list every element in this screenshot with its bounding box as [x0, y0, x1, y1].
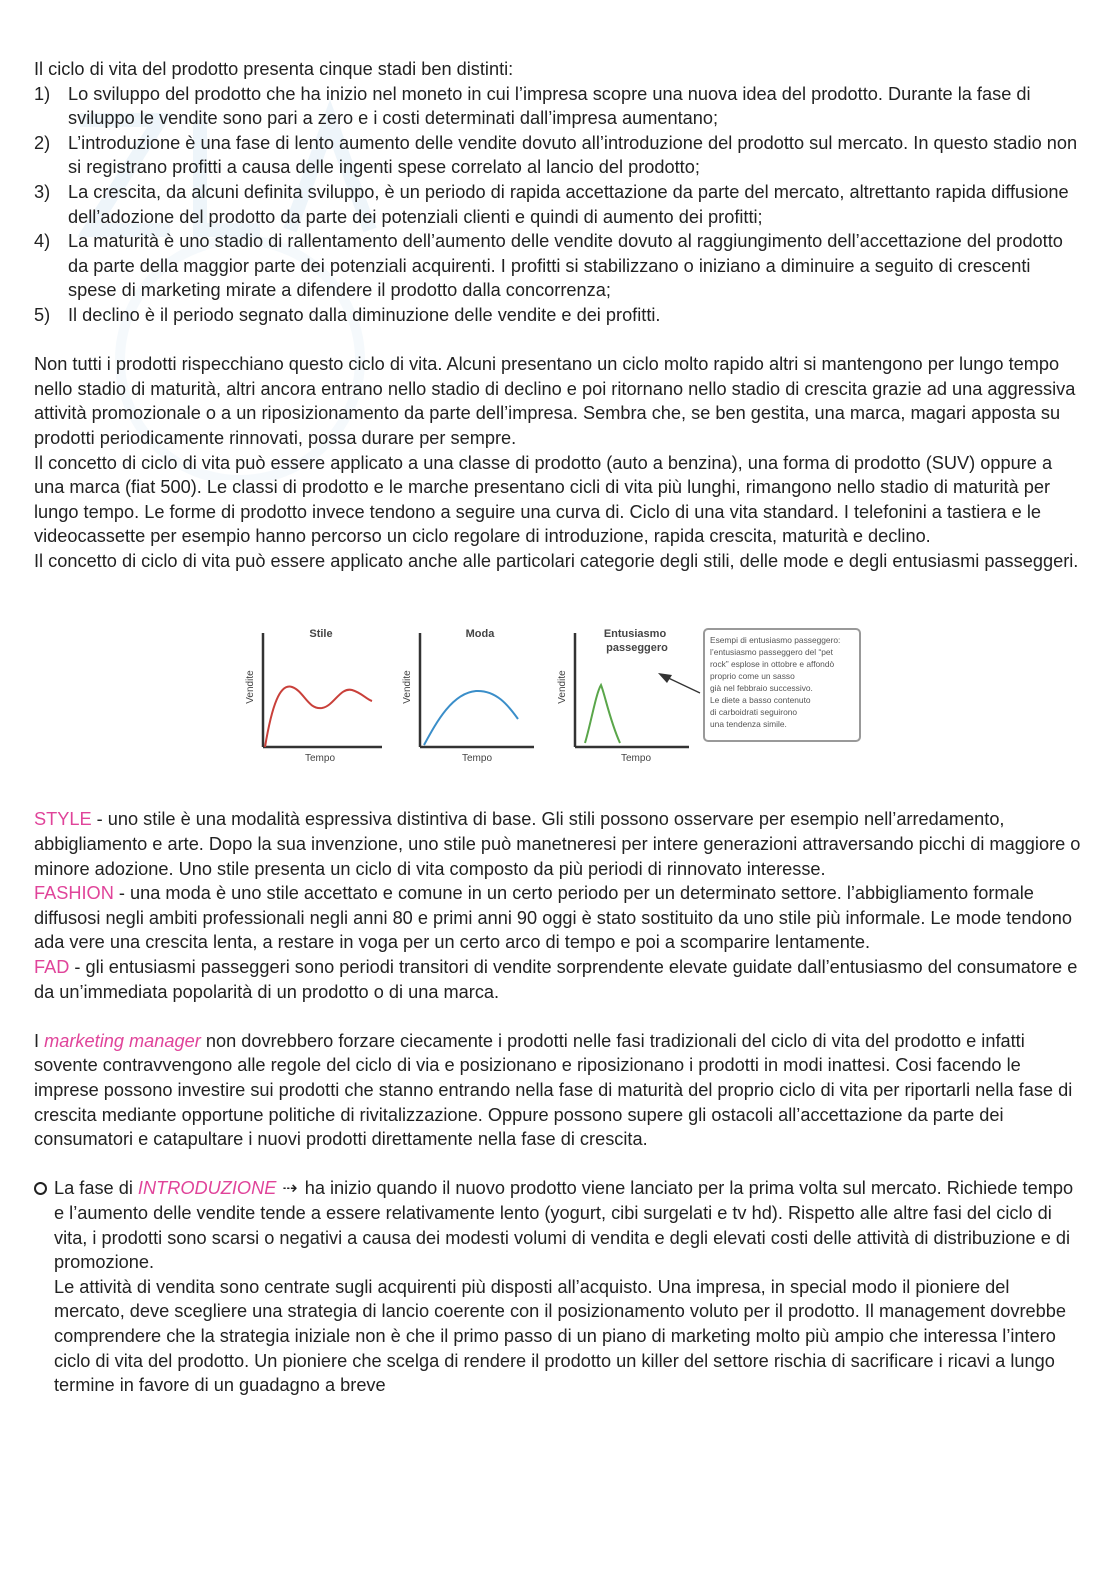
- y-label: Vendite: [402, 670, 413, 705]
- list-item-text: L’introduzione è una fase di lento aumento delle vendite dovuto all’introduzione del prodotto sul mercato. In questo stadio non si registrano profitti a causa delle ingenti spese correlato al lancio del prodotto;: [68, 132, 1078, 178]
- intro-term: INTRODUZIONE: [137, 1178, 277, 1199]
- definition-fashion: [34, 881, 1084, 955]
- note-line: già nel febbraio successivo.: [710, 683, 813, 694]
- list-number: 1): [34, 83, 51, 104]
- list-item: [34, 131, 1084, 180]
- x-label: Tempo: [461, 753, 493, 765]
- lifecycle-figure: [34, 595, 1084, 791]
- chart-title-line2: passeggero: [606, 642, 668, 655]
- list-number: 3): [34, 181, 51, 202]
- series-line: [424, 691, 518, 745]
- managers-prefix: I: [34, 1030, 45, 1051]
- list-item-text: Lo sviluppo del prodotto che ha inizio nel moneto in cui l’impresa scopre una nuova idea del prodotto. Durante la fase di sviluppo le vendite sono pari a zero e i costi determinati dall’impresa aumentano;: [68, 83, 1031, 129]
- chart-title-line1: Entusiasmo: [603, 628, 667, 641]
- paragraph-managers: [34, 1029, 1084, 1152]
- list-number: 4): [34, 231, 51, 252]
- paragraph-concept: Il concetto di ciclo di vita può essere applicato a una classe di prodotto (auto a benzina), una forma di prodotto (SUV) oppure a una marca (fiat 500). Le classi di prodotto e le marche presentano cicli di vita più lunghi, rimangono nello stadio di maturità per lungo tempo. Le forme di prodotto invece tendono a seguire una curva di. Ciclo di una vita standard. I telefonini a tastiera e le videocassette per esempio hanno percorso un ciclo regolare di introduzione, rapida crescita, maturità e declino.: [34, 452, 1053, 547]
- x-label: Tempo: [304, 753, 336, 765]
- note-line: proprio come un sasso: [710, 671, 795, 682]
- list-item: [34, 180, 1084, 229]
- note-line: Le diete a basso contenuto: [710, 695, 811, 706]
- intro-phase-first: [54, 1176, 1084, 1274]
- pointer-arrow-head: [658, 673, 672, 683]
- note-line: l’entusiasmo passeggero del “pet: [710, 647, 833, 658]
- y-label: Vendite: [557, 670, 568, 705]
- list-item: [34, 82, 1084, 131]
- note-line: rock” esplose in ottobre e affondò: [710, 659, 835, 670]
- definition-fad: [34, 955, 1084, 1004]
- chart-entusiasmo: [557, 628, 689, 764]
- managers-text: non dovrebbero forzare ciecamente i prodotti nelle fasi tradizionali del ciclo di vita del prodotto e infatti sovente contravvengono alle regole del ciclo di via e posizionano e riposizionano i prodotti in modi inattesi. Cosi facendo le imprese possono investire sui prodotti che stanno entrando nella fase di maturità del proprio ciclo di vita per riportarli nella fase di crescita mediante opportune politiche di rivitalizzazione. Oppure possono supere gli ostacoli all’accettazione da parte dei consumatori e catapultare i nuovi prodotti direttamente nella fase di crescita.: [34, 1030, 1073, 1150]
- intro-line: Il ciclo di vita del prodotto presenta cinque stadi ben distinti:: [34, 59, 514, 79]
- list-number: 5): [34, 304, 51, 325]
- chart-title: Moda: [465, 628, 495, 641]
- fad-term: FAD: [34, 957, 70, 978]
- bullet-introduzione: [34, 1176, 1084, 1397]
- style-text: - uno stile è una modalità espressiva distintiva di base. Gli stili possono osservare per esempio nell’arredamento, abbigliamento e arte. Dopo la sua invenzione, uno stile può manetneresi per intere generazioni attraversando picchi di maggiore o minore adozione. Uno stile presenta un ciclo di vita composto da più periodi di rinnovato interesse.: [34, 809, 1081, 879]
- paragraph-lifecycle: Non tutti i prodotti rispecchiano questo ciclo di vita. Alcuni presentano un ciclo molto rapido altri si mantengono per lungo tempo nello stadio di maturità, altri ancora entrano nello stadio di declino e poi ritornano nello stadio di crescita grazie ad una aggressiva attività promozionale o a un riposizionamento da parte dell’impresa. Sembra che, se ben gestita, una marca, magari apposta su prodotti periodicamente rinnovati, possa durare per sempre.: [34, 354, 1076, 448]
- list-item-text: La maturità è uno stadio di rallentamento dell’aumento delle vendite dovuto al raggiungimento dell’accettazione del prodotto da parte della maggior parte dei potenziali acquirenti. I profitti si stabilizzano o iniziano a diminuire a seguito di crescenti spese di marketing mirate a difendere il prodotto dalla concorrenza;: [68, 231, 1063, 301]
- chart-title: Stile: [309, 628, 333, 641]
- fad-text: - gli entusiasmi passeggeri sono periodi transitori di vendite sorprendente elevate guidate dall’entusiasmo del consumatore e da un’immediata popolarità di un prodotto o di una marca.: [34, 957, 1078, 1002]
- list-item: [34, 303, 1084, 328]
- style-term: STYLE: [34, 809, 92, 830]
- fashion-text: - una moda è uno stile accettato e comune in un certo periodo per un determinato settore. l’abbigliamento formale diffusosi negli ambiti professionali negli anni 80 e primi anni 90 oggi è stato sostituito da uno stile più informale. Le mode tendono ada vere una crescita lenta, a restare in voga per un certo arco di tempo e poi a scomparire lentamente.: [34, 883, 1073, 953]
- list-number: 2): [34, 132, 51, 153]
- list-item: [34, 229, 1084, 303]
- lifecycle-figure-svg: [34, 595, 1084, 791]
- list-item-text: Il declino è il periodo segnato dalla diminuzione delle vendite e dei profitti.: [68, 304, 661, 325]
- managers-term: marketing manager: [44, 1030, 201, 1051]
- y-label: Vendite: [245, 670, 256, 705]
- definition-style: [34, 807, 1084, 881]
- chart-stile: [245, 628, 382, 764]
- intro-text1: ha inizio quando il nuovo prodotto viene lanciato per la prima volta sul mercato. Richiede tempo e l’aumento delle vendite tende a essere relativamente lento (yogurt, cibi surgelati e tv hd). Rispetto alle altre fasi del ciclo di vita, i prodotti sono scarsi o negativi a causa dei modesti volumi di vendita e degli elevati costi delle attività di distribuzione e di promozione.: [54, 1178, 1074, 1273]
- stages-list: [34, 82, 1084, 328]
- x-label: Tempo: [620, 753, 652, 765]
- intro-phase-second: Le attività di vendita sono centrate sugli acquirenti più disposti all’acquisto. Una impresa, in special modo il pioniere del mercato, deve scegliere una strategia di lancio coerente con il posizionamento voluto per il prodotto. Il management dovrebbe comprendere che la strategia iniziale non è che il primo passo di un piano di marketing molto più ampio che interessa l’intero ciclo di vita del prodotto. Un pioniere che scelga di rendere il prodotto un killer del settore rischia di sacrificare i ricavi a lungo termine in favore di un guadagno a breve: [54, 1276, 1067, 1396]
- list-item-text: La crescita, da alcuni definita sviluppo, è un periodo di rapida accettazione da parte del mercato, altrettanto rapida diffusione dell’adozione del prodotto da parte dei potenziali clienti e quindi di aumento dei profitti;: [68, 181, 1069, 227]
- chart-moda: [402, 628, 534, 764]
- document-page: [34, 57, 1084, 1398]
- series-line: [265, 687, 372, 747]
- series-line: [585, 685, 620, 743]
- circle-bullet-icon: [34, 1182, 47, 1195]
- fashion-term: FASHION: [34, 883, 114, 904]
- intro-prefix: La fase di: [54, 1178, 138, 1199]
- note-box: [704, 629, 860, 741]
- note-line: di carboidrati seguirono: [710, 707, 798, 718]
- note-line: Esempi di entusiasmo passeggero:: [710, 635, 841, 646]
- note-line: una tendenza simile.: [710, 719, 787, 730]
- dashed-arrow-icon: ⇢: [276, 1178, 305, 1199]
- paragraph-styles: Il concetto di ciclo di vita può essere applicato anche alle particolari categorie degli stili, delle mode e degli entusiasmi passeggeri.: [34, 550, 1079, 571]
